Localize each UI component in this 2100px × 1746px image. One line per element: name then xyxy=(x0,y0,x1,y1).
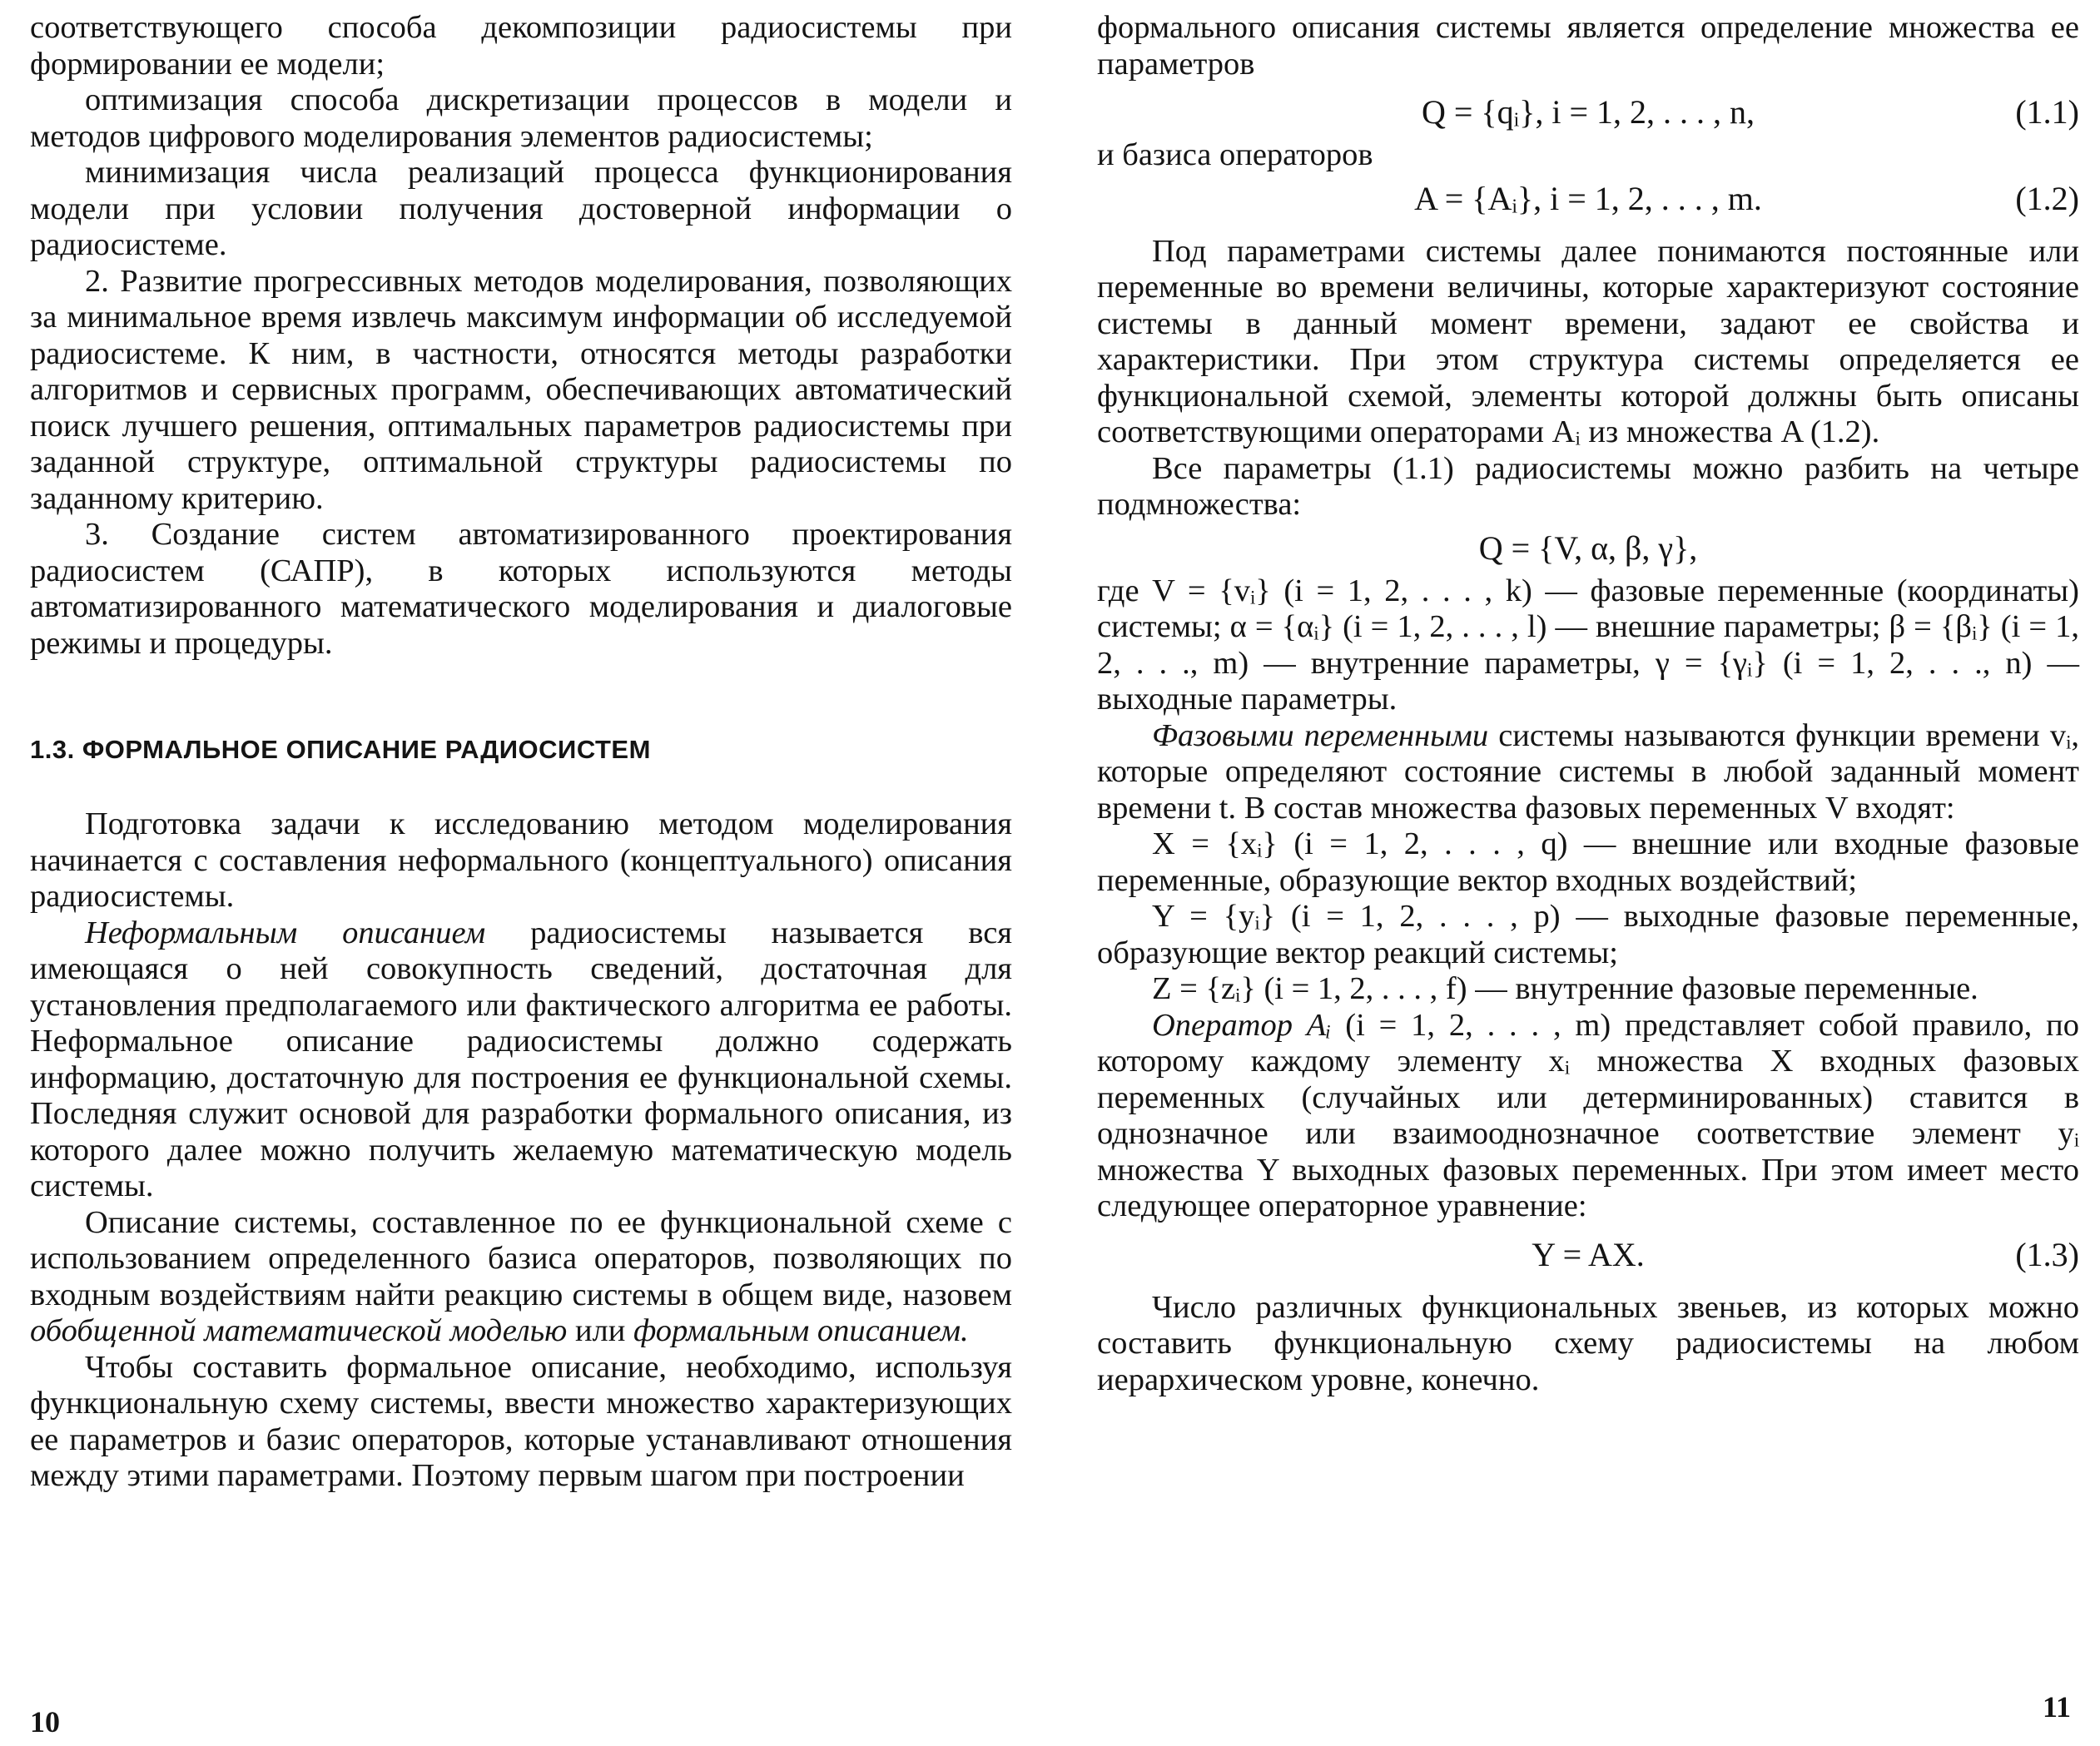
paragraph-phase-variables-text: системы называются функции времени vᵢ, которые определяют состояние системы в любой заданный момент времени t. В состав множества фазовых переменных V входят: xyxy=(1097,717,2079,826)
equation-1-2 xyxy=(1097,174,2079,224)
paragraph-desc-mid: или xyxy=(567,1313,633,1348)
paragraph-minimization: минимизация числа реализаций процесса функционирования модели при условии получения достоверной информации о радиосистеме. xyxy=(30,155,1012,262)
paragraph-generalized-model xyxy=(30,1205,1012,1350)
paragraph-operator-basis: и базиса операторов xyxy=(1097,137,1373,172)
paragraph-parameter-set: формального описания системы является определение множества ее параметров xyxy=(1097,10,2079,82)
term-generalized-model: обобщенной математической моделью xyxy=(30,1313,568,1348)
paragraph-four-subsets: Все параметры (1.1) радиосистемы можно разбить на четыре подмножества: xyxy=(1097,450,2079,522)
equation-q-subsets-body: Q = {V, α, β, γ}, xyxy=(1478,528,1698,567)
paragraph-operator-definition xyxy=(1097,1008,2079,1225)
term-formal-description: формальным описанием. xyxy=(633,1313,969,1348)
paragraph-point-3: 3. Создание систем автоматизированного проектирования радиосистем (САПР), в которых используются методы автоматизированного математического моделирования и диалоговые режимы и процедуры. xyxy=(30,517,1012,661)
equation-1-3 xyxy=(1097,1230,2079,1280)
paragraph-first-step: Чтобы составить формальное описание, необходимо, используя функциональную схему системы, ввести множество характеризующих ее параметров и базис операторов, которые устанавливают отношения между этими параметрами. Поэтому первым шагом при построении xyxy=(30,1349,1012,1493)
paragraph-system-parameters: Под параметрами системы далее понимаются постоянные или переменные во времени величины, которые характеризуют состояние системы в данный момент времени, задают ее свойства и характеристики. При этом структура системы определяется ее функциональной схемой, элементы которой должны быть описаны соответствующими операторами Aᵢ из множества A (1.2). xyxy=(1097,233,2079,449)
page-number-right: 11 xyxy=(2042,1690,2071,1724)
right-column xyxy=(1097,10,2079,1398)
equation-1-1-number: (1.1) xyxy=(2015,93,2079,131)
section-heading: 1.3. ФОРМАЛЬНОЕ ОПИСАНИЕ РАДИОСИСТЕМ xyxy=(30,735,651,764)
paragraph-informal xyxy=(30,915,1012,1205)
paragraph-decomposition: соответствующего способа декомпозиции радиосистемы при формировании ее модели; xyxy=(30,10,1012,82)
left-page xyxy=(30,0,1012,1746)
term-phase-variables: Фазовыми переменными xyxy=(1152,717,1489,753)
paragraph-discretization: оптимизация способа дискретизации процессов в модели и методов цифрового моделирования элементов радиосистемы; xyxy=(30,82,1012,154)
paragraph-y-variables: Y = {yᵢ} (i = 1, 2, . . . , p) — выходные фазовые переменные, образующие вектор реакций системы; xyxy=(1097,899,2079,970)
equation-q-subsets xyxy=(1097,523,2079,573)
equation-1-2-number: (1.2) xyxy=(2015,179,2079,217)
equation-1-1-body: Q = {qᵢ}, i = 1, 2, . . . , n, xyxy=(1421,93,1755,131)
equation-1-3-number: (1.3) xyxy=(2015,1235,2079,1273)
paragraph-where-definitions: где V = {vᵢ} (i = 1, 2, . . . , k) — фазовые переменные (координаты) системы; α = {αᵢ} (i = 1, 2, . . . , l) — внешние параметры; β = {βᵢ} (i = 1, 2, . . ., m) — внутренние параметры, γ = {γᵢ} (i = 1, 2, . . ., n) — выходные параметры. xyxy=(1097,573,2079,717)
paragraph-z-variables: Z = {zᵢ} (i = 1, 2, . . . , f) — внутренние фазовые переменные. xyxy=(1152,971,1978,1006)
paragraph-desc-start: Описание системы, составленное по ее функциональной схеме с использованием определенного базиса операторов, позволяющих по входным воздействиям найти реакцию системы в общем виде, назовем xyxy=(30,1204,1012,1312)
paragraph-intro: Подготовка задачи к исследованию методом моделирования начинается с составления неформального (концептуального) описания радиосистемы. xyxy=(30,806,1012,914)
paragraph-x-variables: X = {xᵢ} (i = 1, 2, . . . , q) — внешние или входные фазовые переменные, образующие вектор входных воздействий; xyxy=(1097,826,2079,898)
page-number-left: 10 xyxy=(30,1705,60,1739)
equation-1-2-body: A = {Aᵢ}, i = 1, 2, . . . , m. xyxy=(1414,179,1762,217)
paragraph-point-2: 2. Развитие прогрессивных методов моделирования, позволяющих за минимальное время извлечь максимум информации об исследуемой радиосистеме. К ним, в частности, относятся методы разработки алгоритмов и сервисных программ, обеспечивающих автоматический поиск лучшего решения, оптимальных параметров радиосистемы при заданной структуре, оптимальной структуры радиосистемы по заданному критерию. xyxy=(30,263,1012,516)
paragraph-operator-text: (i = 1, 2, . . . , m) представляет собой правило, по которому каждому элементу xᵢ множества X входных фазовых переменных (случайных или детерминированных) ставится в однозначное или взаимооднозначное соответствие элемент yᵢ множества Y выходных фазовых переменных. При этом имеет место следующее операторное уравнение: xyxy=(1097,1007,2079,1223)
equation-1-3-body: Y = AX. xyxy=(1532,1235,1645,1273)
term-informal-description: Неформальным описанием xyxy=(85,915,486,950)
paragraph-informal-text: радиосистемы называется вся имеющаяся о ней совокупность сведений, достаточная для установления предполагаемого или фактического алгоритма ее работы. Неформальное описание радиосистемы должно содержать информацию, достаточную для построения ее функциональной схемы. Последняя служит основой для разработки формального описания, из которого далее можно получить желаемую математическую модель системы. xyxy=(30,915,1012,1203)
paragraph-phase-variables xyxy=(1097,718,2079,827)
equation-1-1 xyxy=(1097,87,2079,137)
term-operator: Оператор Aᵢ xyxy=(1152,1007,1332,1043)
left-column xyxy=(30,10,1012,1495)
paragraph-functional-links: Число различных функциональных звеньев, из которых можно составить функциональную схему радиосистемы на любом иерархическом уровне, конечно. xyxy=(1097,1289,2079,1397)
right-page xyxy=(1097,0,2079,1746)
